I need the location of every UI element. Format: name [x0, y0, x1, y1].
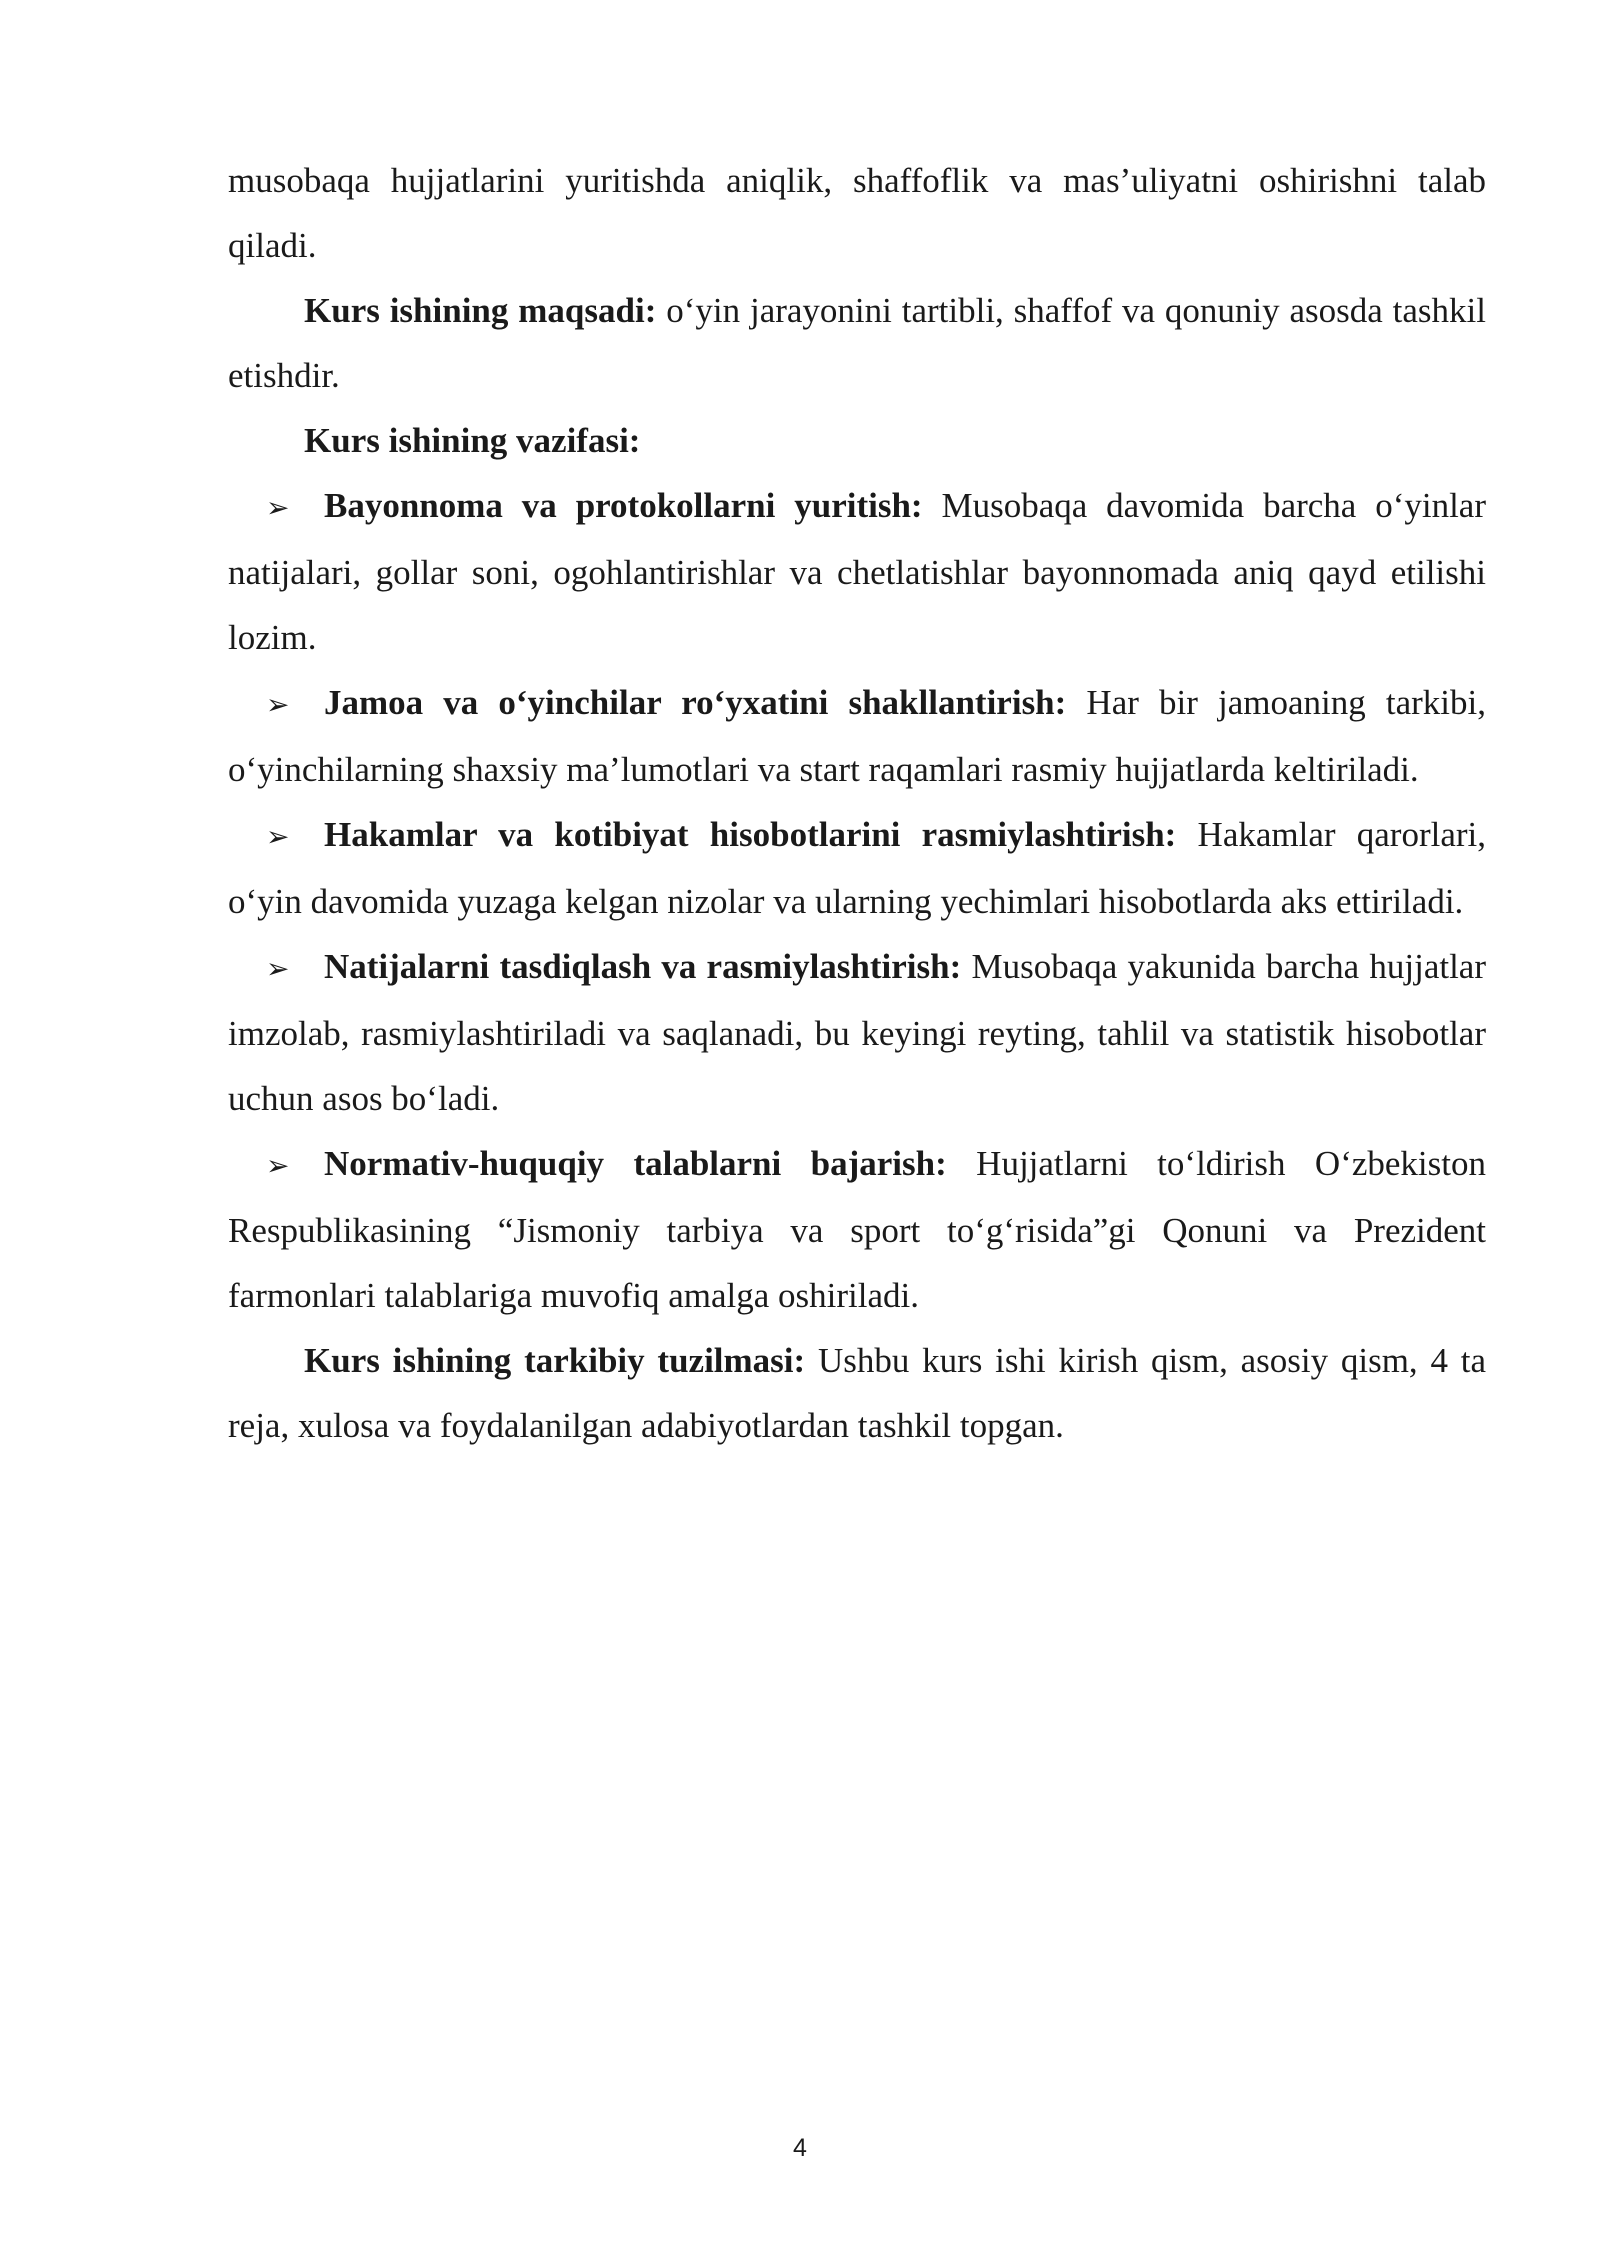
structure-paragraph: [228, 1328, 1486, 1458]
task-item: [228, 934, 1486, 1131]
arrow-bullet-icon: ➢: [266, 491, 290, 524]
arrow-bullet-icon: ➢: [266, 1149, 290, 1182]
tasks-heading: [228, 408, 1486, 473]
task-item: [228, 473, 1486, 670]
task-label: Normativ-huquqiy talablarni bajarish:: [324, 1144, 947, 1183]
task-label: Jamoa va o‘yinchilar ro‘yxatini shakllantirish:: [324, 683, 1067, 722]
tasks-heading-text: Kurs ishining vazifasi:: [304, 421, 641, 460]
task-item: [228, 670, 1486, 802]
arrow-bullet-icon: ➢: [266, 952, 290, 985]
task-label: Bayonnoma va protokollarni yuritish:: [324, 486, 923, 525]
task-label: Natijalarni tasdiqlash va rasmiylashtirish:: [324, 947, 962, 986]
intro-paragraph: [228, 148, 1486, 278]
task-text: Musobaqa yakunida barcha hujjatlar imzolab, rasmiylashtiriladi va saqlanadi, bu keyingi reyting, tahlil va statistik hisobotlar uchun asos bo‘ladi.: [228, 947, 1486, 1118]
page-number: 4: [793, 2134, 807, 2162]
structure-text: Ushbu kurs ishi kirish qism, asosiy qism, 4 ta reja, xulosa va foydalanilgan adabiyotlardan tashkil topgan.: [228, 1341, 1486, 1445]
goal-paragraph: [228, 278, 1486, 408]
document-page: [228, 148, 1486, 1458]
intro-text: musobaqa hujjatlarini yuritishda aniqlik, shaffoflik va mas’uliyatni oshirishni talab qiladi.: [228, 161, 1486, 265]
task-label: Hakamlar va kotibiyat hisobotlarini rasmiylashtirish:: [324, 815, 1177, 854]
task-item: [228, 1131, 1486, 1328]
task-text: Har bir jamoaning tarkibi, o‘yinchilarning shaxsiy ma’lumotlari va start raqamlari rasmiy hujjatlarda keltiriladi.: [228, 683, 1486, 789]
structure-label: Kurs ishining tarkibiy tuzilmasi:: [304, 1341, 806, 1380]
arrow-bullet-icon: ➢: [266, 688, 290, 721]
task-item: [228, 802, 1486, 934]
goal-label: Kurs ishining maqsadi:: [304, 291, 657, 330]
goal-text: o‘yin jarayonini tartibli, shaffof va qonuniy asosda tashkil etishdir.: [228, 291, 1486, 395]
arrow-bullet-icon: ➢: [266, 820, 290, 853]
task-text: Hujjatlarni to‘ldirish O‘zbekiston Respublikasining “Jismoniy tarbiya va sport to‘g‘risida”gi Qonuni va Prezident farmonlari talablariga muvofiq amalga oshiriladi.: [228, 1144, 1486, 1315]
task-text: Musobaqa davomida barcha o‘yinlar natijalari, gollar soni, ogohlantirishlar va chetlatishlar bayonnomada aniq qayd etilishi lozim.: [228, 486, 1487, 657]
task-text: Hakamlar qarorlari, o‘yin davomida yuzaga kelgan nizolar va ularning yechimlari hisobotlarda aks ettiriladi.: [228, 815, 1486, 921]
